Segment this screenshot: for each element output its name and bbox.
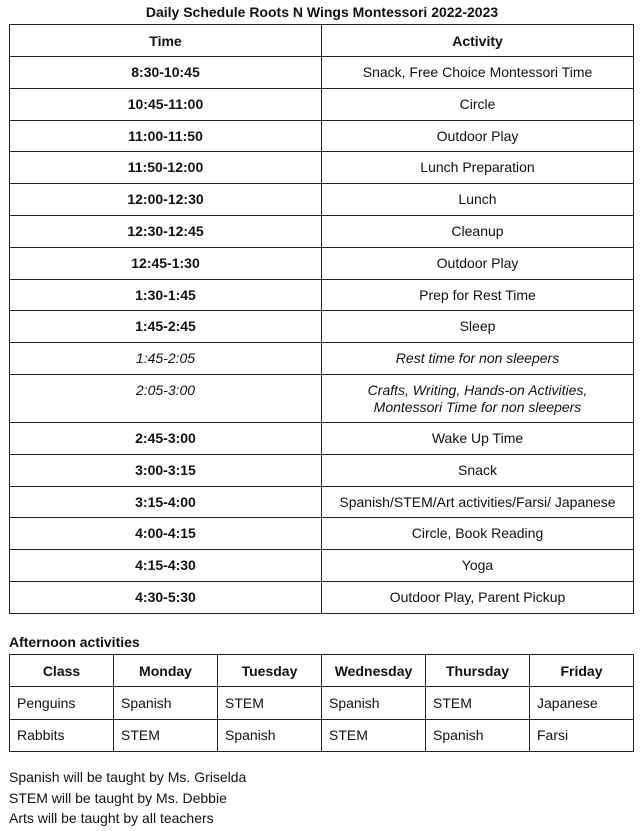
activity-text: Spanish/STEM/Art activities/Farsi/ Japanese xyxy=(339,493,616,510)
time-cell: 12:45-1:30 xyxy=(10,247,322,279)
time-cell: 3:15-4:00 xyxy=(10,486,322,518)
activity-cell xyxy=(322,57,634,89)
header-monday: Monday xyxy=(114,655,218,687)
time-cell: 10:45-11:00 xyxy=(10,88,322,120)
time-cell: 12:30-12:45 xyxy=(10,215,322,247)
time-cell: 3:00-3:15 xyxy=(10,454,322,486)
header-class: Class xyxy=(10,655,114,687)
header-tuesday: Tuesday xyxy=(218,655,322,687)
activity-text: Montessori Time for non sleepers xyxy=(373,398,582,415)
table-row xyxy=(10,343,634,375)
afternoon-activities-table xyxy=(9,654,634,752)
activity-cell xyxy=(322,247,634,279)
activity-cell xyxy=(322,581,634,613)
activity-cell xyxy=(322,518,634,550)
activity-text: Wake Up Time xyxy=(431,429,524,446)
activity-cell xyxy=(322,486,634,518)
header-activity: Activity xyxy=(322,25,634,57)
table-row xyxy=(10,88,634,120)
activity-text: Cleanup xyxy=(451,222,504,239)
activity-text: Snack, Free Choice Montessori Time xyxy=(362,64,593,80)
cell: Japanese xyxy=(530,687,634,720)
note-line: Spanish will be taught by Ms. Griselda xyxy=(9,769,247,785)
table-row xyxy=(10,374,634,422)
activity-text: Sleep xyxy=(459,318,496,335)
activity-cell xyxy=(322,343,634,375)
activity-cell xyxy=(322,279,634,311)
notes xyxy=(9,767,246,829)
table-row xyxy=(10,486,634,518)
table-row xyxy=(10,120,634,152)
table-row xyxy=(10,184,634,216)
activity-cell xyxy=(322,152,634,184)
activity-text: Rest time for non sleepers xyxy=(395,350,560,367)
table-row xyxy=(10,518,634,550)
time-cell: 12:00-12:30 xyxy=(10,184,322,216)
time-cell: 2:05-3:00 xyxy=(10,374,322,422)
activity-text: Yoga xyxy=(461,557,494,574)
cell: STEM xyxy=(426,687,530,720)
table-row xyxy=(10,279,634,311)
table-row xyxy=(10,687,634,720)
note-line: Arts will be taught by all teachers xyxy=(9,810,214,826)
activity-text: Lunch Preparation xyxy=(420,159,535,176)
activity-cell xyxy=(322,88,634,120)
time-cell: 4:00-4:15 xyxy=(10,518,322,550)
time-cell: 8:30-10:45 xyxy=(10,57,322,89)
table-row xyxy=(10,719,634,752)
activity-text: Outdoor Play, Parent Pickup xyxy=(389,588,566,605)
cell: Rabbits xyxy=(10,719,114,752)
cell: Penguins xyxy=(10,687,114,720)
cell: Spanish xyxy=(322,687,426,720)
activity-text: Circle xyxy=(459,95,496,112)
header-time: Time xyxy=(10,25,322,57)
activity-text: Snack xyxy=(458,461,497,478)
activity-cell xyxy=(322,374,634,422)
time-cell: 11:00-11:50 xyxy=(10,120,322,152)
activity-text: Outdoor Play xyxy=(436,254,519,271)
table-row xyxy=(10,550,634,582)
time-cell: 11:50-12:00 xyxy=(10,152,322,184)
header-friday: Friday xyxy=(530,655,634,687)
time-cell: 1:45-2:05 xyxy=(10,343,322,375)
activity-text: Prep for Rest Time xyxy=(419,286,536,303)
table-row xyxy=(10,152,634,184)
activity-text: Crafts, Writing, Hands-on Activities, xyxy=(367,381,588,398)
cell: Spanish xyxy=(114,687,218,720)
table-row xyxy=(10,581,634,613)
cell: Spanish xyxy=(426,719,530,752)
note-line: STEM will be taught by Ms. Debbie xyxy=(9,789,227,806)
activity-cell xyxy=(322,422,634,454)
time-cell: 4:15-4:30 xyxy=(10,550,322,582)
cell: Farsi xyxy=(530,719,634,752)
activity-text: Circle, Book Reading xyxy=(411,525,544,542)
activity-cell xyxy=(322,311,634,343)
table-row xyxy=(10,454,634,486)
cell: STEM xyxy=(322,719,426,752)
header-wednesday: Wednesday xyxy=(322,655,426,687)
cell: Spanish xyxy=(218,719,322,752)
time-cell: 4:30-5:30 xyxy=(10,581,322,613)
time-cell: 2:45-3:00 xyxy=(10,422,322,454)
table-row xyxy=(10,311,634,343)
daily-schedule-table xyxy=(9,24,634,614)
table-row xyxy=(10,57,634,89)
page-title: Daily Schedule Roots N Wings Montessori 2022-2023 xyxy=(145,4,499,20)
time-cell: 1:45-2:45 xyxy=(10,311,322,343)
table-row xyxy=(10,422,634,454)
table-row xyxy=(10,215,634,247)
activity-text: Outdoor Play xyxy=(436,127,519,144)
afternoon-activities-title: Afternoon activities xyxy=(9,634,140,650)
activity-cell xyxy=(322,454,634,486)
cell: STEM xyxy=(114,719,218,752)
activity-cell xyxy=(322,215,634,247)
header-thursday: Thursday xyxy=(426,655,530,687)
cell: STEM xyxy=(218,687,322,720)
activity-cell xyxy=(322,184,634,216)
activity-cell xyxy=(322,120,634,152)
activity-cell xyxy=(322,550,634,582)
activity-text: Lunch xyxy=(458,191,497,208)
table-row xyxy=(10,247,634,279)
time-cell: 1:30-1:45 xyxy=(10,279,322,311)
